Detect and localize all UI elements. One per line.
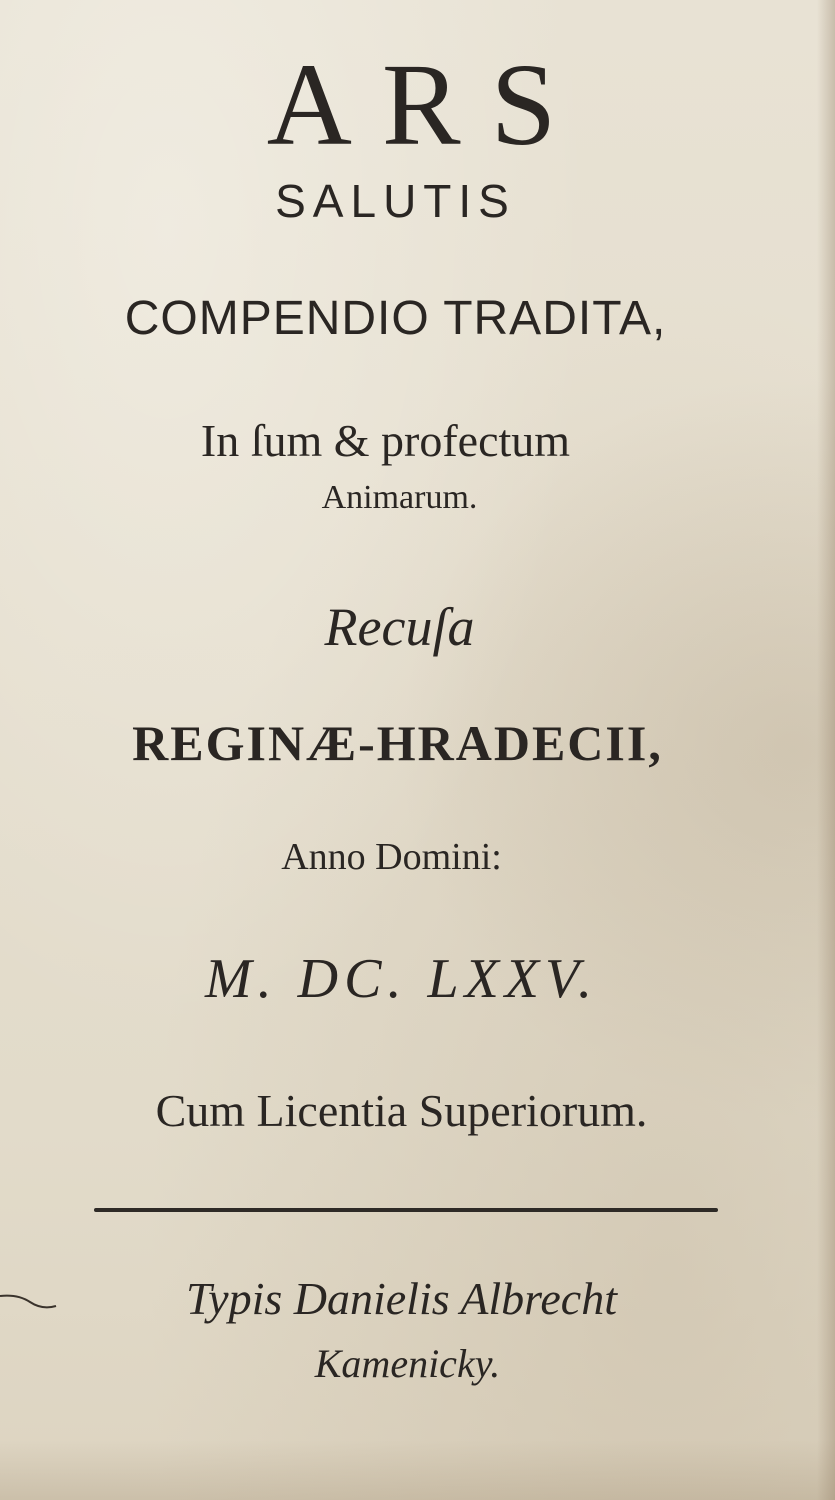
subtitle-compendio: COMPENDIO TRADITA, bbox=[124, 292, 667, 345]
page-edge-shadow bbox=[817, 0, 835, 1500]
imprint-place: REGINÆ-HRADECII, bbox=[132, 715, 663, 771]
printer-line: Typis Danielis Albrecht bbox=[185, 1273, 617, 1324]
title-salutis: SALUTIS bbox=[275, 175, 516, 227]
paper-crease-mark bbox=[0, 1290, 60, 1320]
license-line: Cum Licentia Superiorum. bbox=[155, 1085, 648, 1136]
printer-name: Kamenicky. bbox=[314, 1341, 501, 1386]
divider-rule bbox=[94, 1208, 718, 1212]
imprint-recusa: Recuſa bbox=[324, 597, 475, 657]
subtitle-in-usum: In ſum & profectum bbox=[200, 415, 571, 466]
subtitle-animarum: Animarum. bbox=[321, 479, 478, 516]
imprint-anno-domini: Anno Domini: bbox=[281, 836, 502, 878]
page-bottom-shadow bbox=[0, 1440, 835, 1500]
imprint-year: M. DC. LXXV. bbox=[205, 948, 598, 1010]
title-ars: ARS bbox=[266, 39, 587, 170]
